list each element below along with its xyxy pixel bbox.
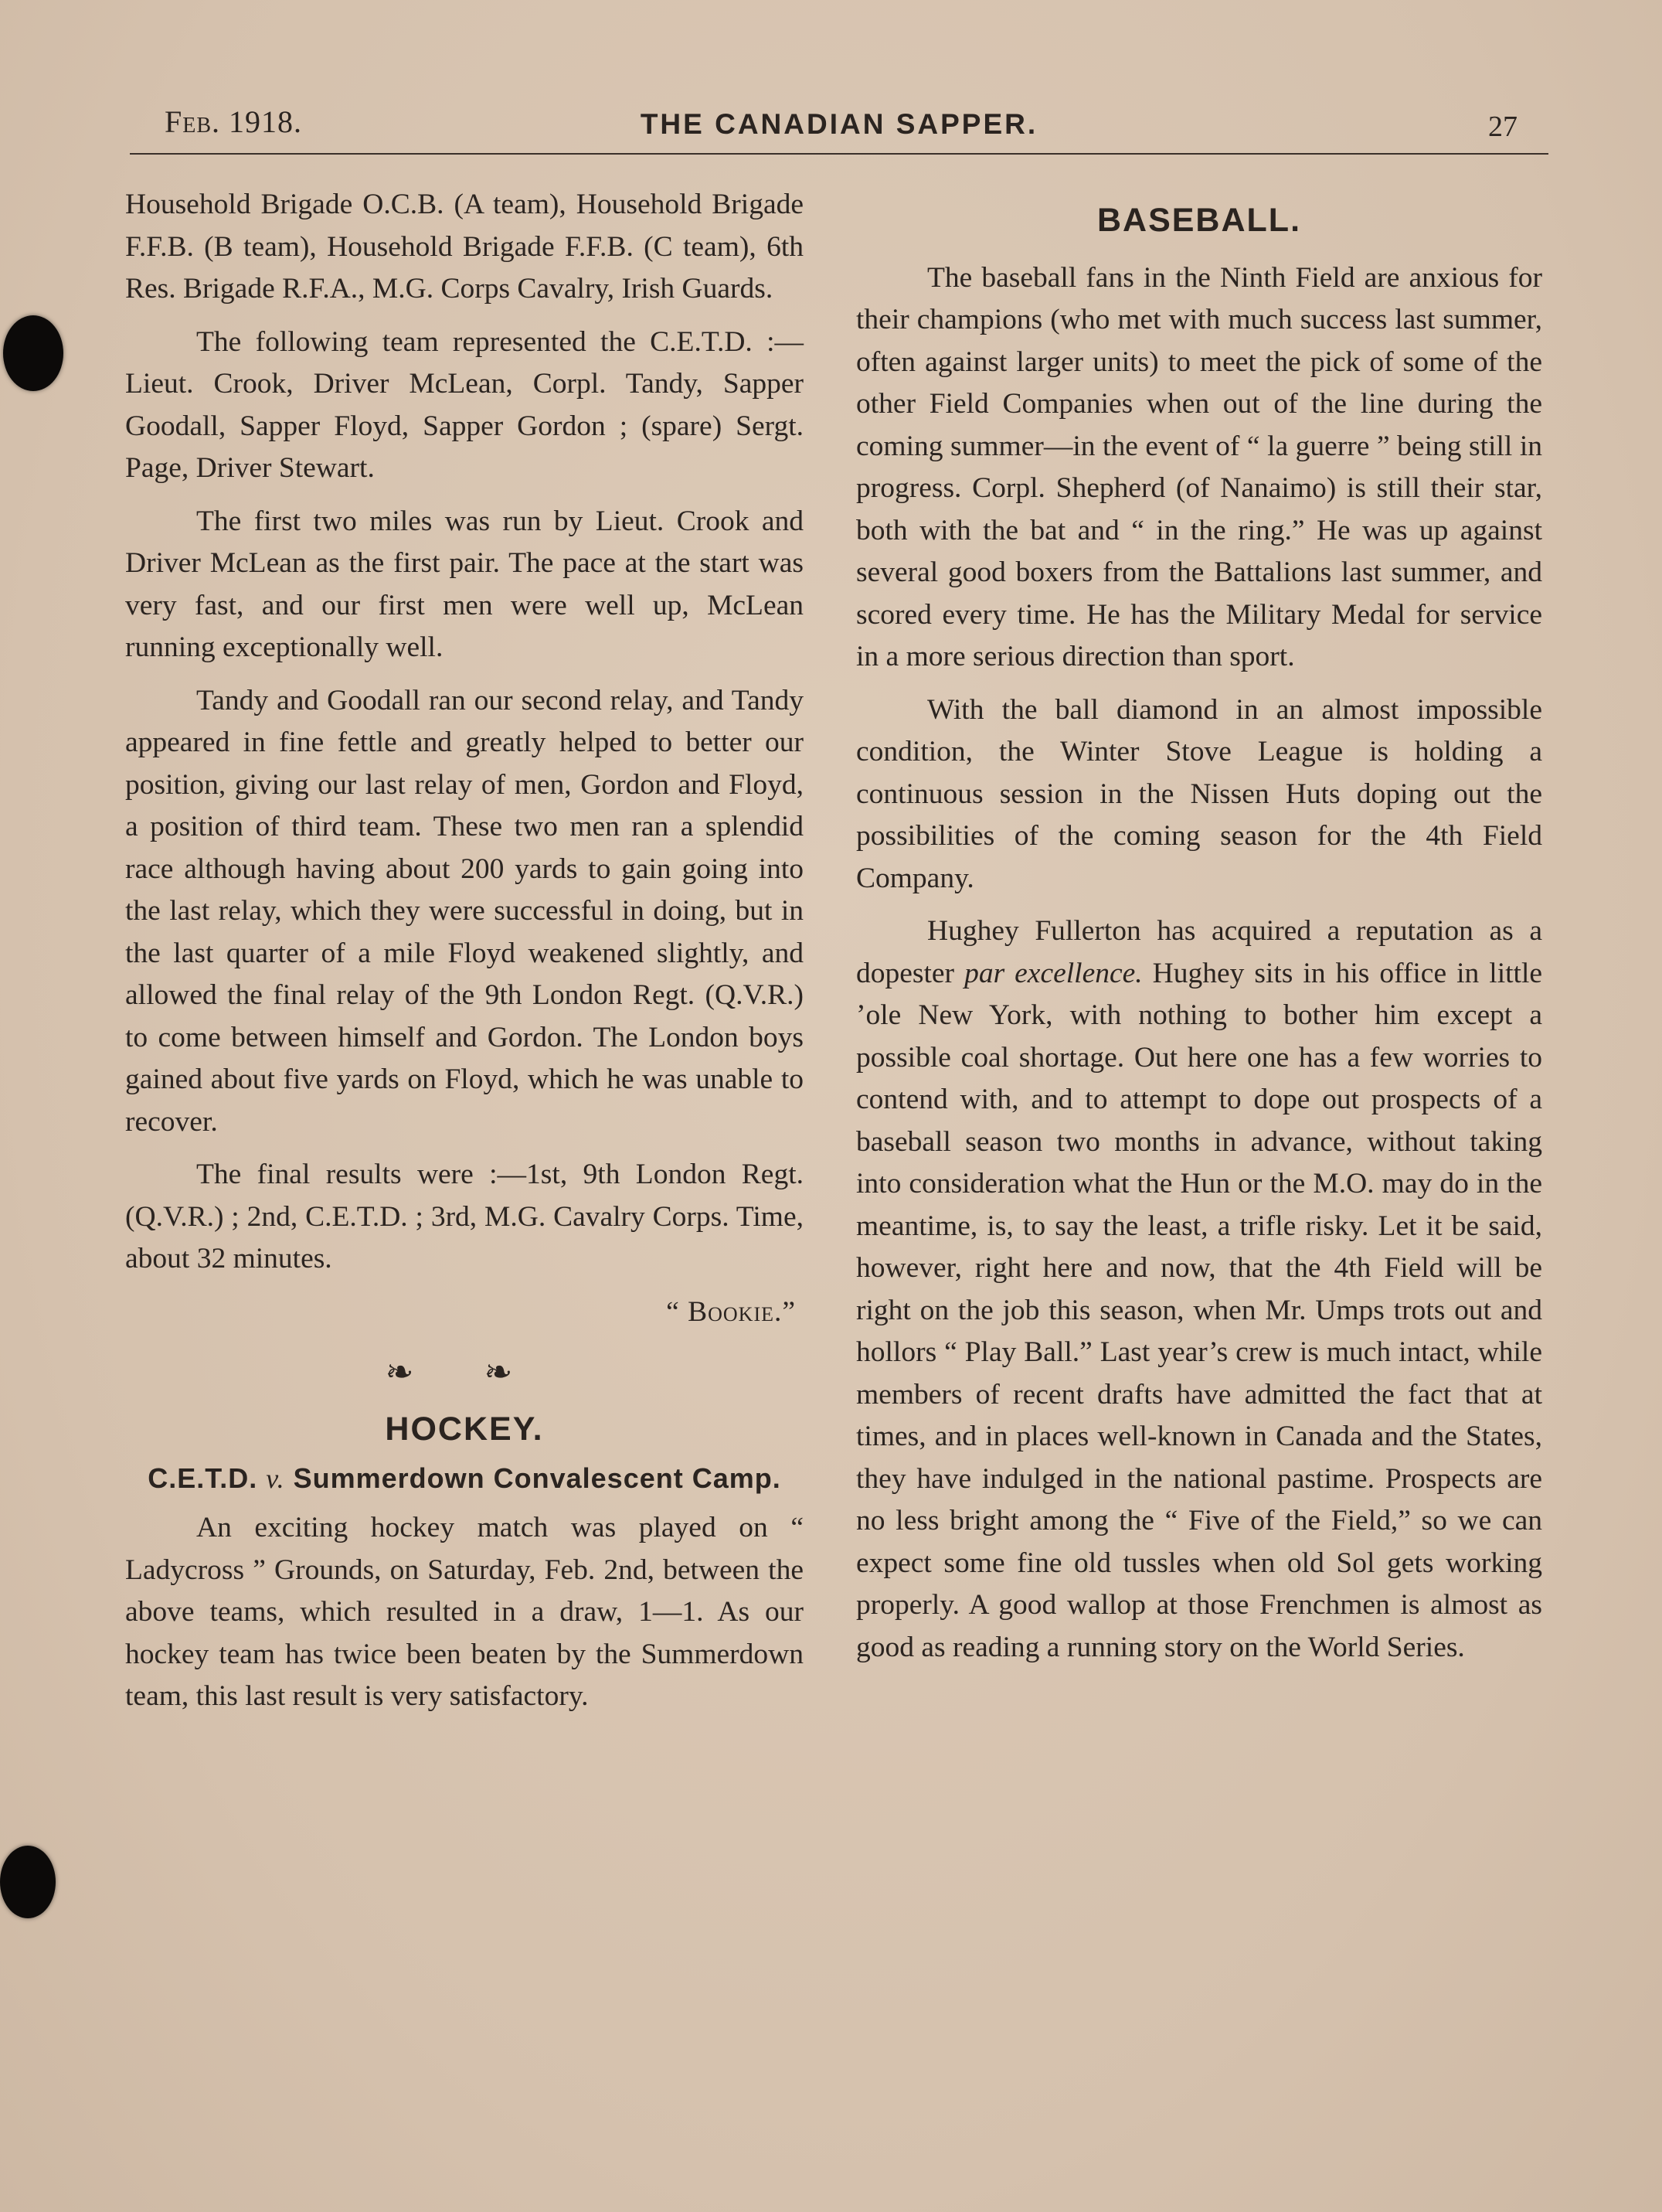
hockey-subheading [125, 1458, 804, 1499]
binding-hole-bottom [0, 1846, 56, 1918]
left-column [125, 184, 804, 1729]
section-ornament: ❧ ❧ [385, 1353, 544, 1391]
header-date: Feb. 1918. [165, 104, 303, 139]
hockey-heading: HOCKEY. [385, 1410, 544, 1448]
baseball-p3-rest: Hughey sits in his office in little ’ole New York, with nothing to bother him except a possible coal shortage. Out here one has a few worries to contend with, and to attempt to dope out prospects of a baseball season two months in advance, without taking into consideration what the Hun or the M.O. may do in the meantime, is, to say the least, a trifle risky. Let it be said, however, right here and now, that the 4th Field will be right on the job this season, when Mr. Umps trots out and hollors “ Play Ball.” Last year’s crew is much intact, while members of recent drafts have admitted the fact that at times, and in places well-known in Canada and the States, they have indulged in the national pastime. Prospects are no less bright among the “ Five of the Field,” so we can expect some fine old tussles when old Sol gets working properly. A good wallop at those Frenchmen is almost as good as reading a running story on the World Series. [856, 957, 1543, 1663]
hockey-paragraph: An exciting hockey match was played on “ Ladycross ” Grounds, on Saturday, Feb. 2nd, between the above teams, which resulted in a draw, 1—1. As our hockey team has twice been beaten by the Summerdown team, this last result is very satisfactory. [125, 1512, 804, 1712]
header-title: THE CANADIAN SAPPER. [640, 108, 1038, 140]
page-header [130, 99, 1548, 153]
baseball-heading: BASEBALL. [1096, 202, 1302, 239]
baseball-paragraph-3 [856, 910, 1542, 1669]
right-column [856, 184, 1542, 1679]
relay-first-leg-paragraph: The first two miles was run by Lieut. Crook and Driver McLean as the first pair. The pace at the start was very fast, and our first men were well up, McLean running exceptionally well. [125, 505, 804, 663]
relay-second-leg-paragraph: Tandy and Goodall ran our second relay, and Tandy appeared in fine fettle and greatly helped to better our position, giving our last relay of men, Gordon and Floyd, a position of third team. These two men ran a splendid race although having about 200 yards to gain going into the last relay, which they were successful in doing, but in the last quarter of a mile Floyd weakened slightly, and allowed the final relay of the 9th London Regt. (Q.V.R.) to come between himself and Gordon. The London boys gained about five yards on Floyd, which he was unable to recover. [125, 684, 804, 1138]
binding-hole-top [3, 315, 63, 391]
page-number: 27 [1488, 111, 1518, 143]
relay-team-paragraph: The following team represented the C.E.T.D. :—Lieut. Crook, Driver McLean, Corpl. Tandy, Sapper Goodall, Sapper Floyd, Sapper Gordon ; (spare) Sergt. Page, Driver Stewart. [125, 325, 804, 484]
article-signature: “ Bookie.” [666, 1295, 796, 1328]
hockey-team-b: Summerdown Convalescent Camp. [293, 1462, 781, 1494]
baseball-p3-start: Hughey Fullerton has acquired a reputation as a dopester [856, 915, 1542, 989]
baseball-paragraph-2: With the ball diamond in an almost impossible condition, the Winter Stove League is holding a continuous session in the Nissen Huts doping out the possibilities of the coming season for the 4th Field Company. [856, 693, 1542, 894]
hockey-team-a: C.E.T.D. [148, 1462, 258, 1494]
baseball-paragraph-1: The baseball fans in the Ninth Field are anxious for their champions (who met with much success last summer, often against larger units) to meet the pick of some of the other Field Companies when out of the line during the coming summer—in the event of “ la guerre ” being still in progress. Corpl. Shepherd (of Nanaimo) is still their star, both with the bat and “ in the ring.” He was up against several good boxers from the Battalions last summer, and scored every time. He has the Military Medal for service in a more serious direction than sport. [856, 261, 1542, 672]
hockey-versus: v. [266, 1463, 285, 1494]
relay-intro-paragraph: Household Brigade O.C.B. (A team), Household Brigade F.F.B. (B team), Household Brigade F.F.B. (C team), 6th Res. Brigade R.F.A., M.G. Corps Cavalry, Irish Guards. [125, 189, 804, 305]
relay-results-paragraph: The final results were :—1st, 9th London Regt. (Q.V.R.) ; 2nd, C.E.T.D. ; 3rd, M.G. Cavalry Corps. Time, about 32 minutes. [125, 1159, 804, 1274]
baseball-p3-italic: par excellence. [964, 957, 1143, 989]
header-rule [130, 153, 1548, 155]
